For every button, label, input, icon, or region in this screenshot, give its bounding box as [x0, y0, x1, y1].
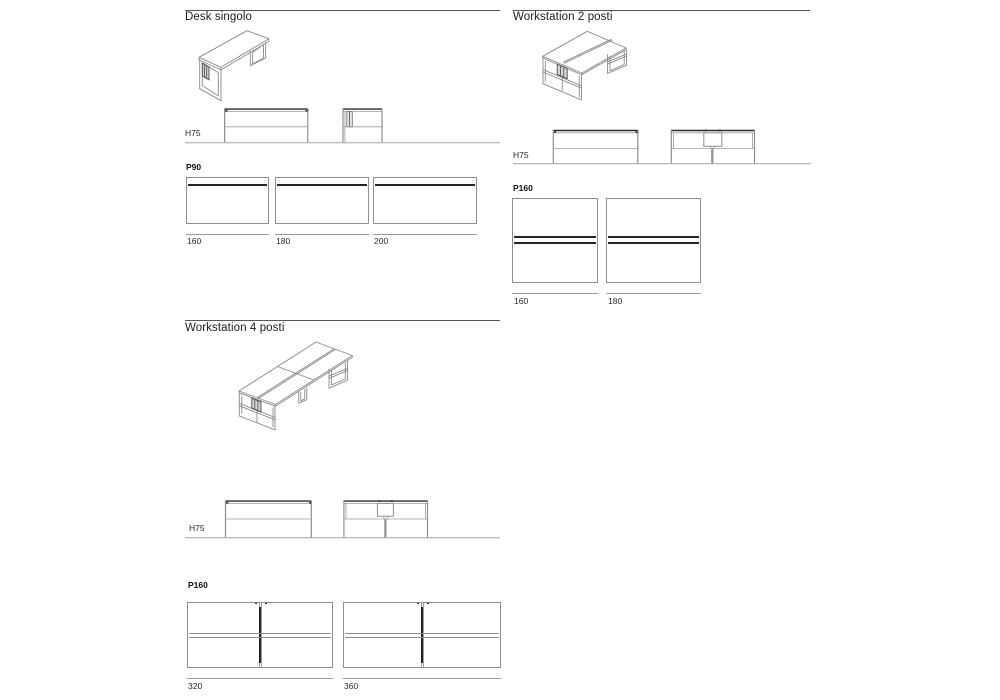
center-gap-line [345, 637, 499, 638]
tick-mark [417, 603, 419, 605]
top-view-desk-180 [275, 177, 369, 224]
top-view-desk-160 [186, 177, 269, 224]
workstation-2-posti-elevations [513, 127, 811, 167]
tick-mark [427, 603, 429, 605]
top-view-bench-360 [343, 602, 501, 668]
dimension-line [512, 293, 598, 294]
desk-junction-line [261, 603, 262, 667]
desk-edge-line [188, 184, 267, 186]
dimension-line [373, 234, 477, 235]
workstation-2-posti-perspective-drawing [530, 28, 640, 104]
dimension-line [186, 234, 269, 235]
center-gap-line [345, 633, 499, 634]
section-rule [185, 320, 500, 321]
dimension-line [343, 678, 501, 679]
workstation-4-posti-elevations [185, 497, 500, 541]
desk-edge-line [277, 184, 367, 186]
tick-mark [255, 603, 257, 605]
desk-edge-line [514, 242, 596, 244]
center-beam-line [259, 607, 261, 663]
top-view-bench-320 [187, 602, 333, 668]
dimension-label: 160 [514, 295, 529, 306]
section-title-desk-singolo: Desk singolo [185, 11, 253, 23]
dimension-label: 360 [344, 680, 359, 691]
dimension-line [275, 234, 369, 235]
top-view-workstation-180 [606, 198, 701, 283]
dimension-label: 180 [608, 295, 623, 306]
dimension-label: 200 [374, 236, 389, 247]
desk-edge-line [514, 236, 596, 238]
center-gap-line [189, 637, 331, 638]
desk-edge-line [375, 184, 475, 186]
depth-label-p160: P160 [188, 580, 208, 590]
center-gap-line [189, 633, 331, 634]
dimension-label: 160 [187, 236, 202, 247]
tick-mark [265, 603, 267, 605]
desk-junction-line [423, 603, 424, 667]
height-label: H75 [185, 128, 201, 138]
height-label: H75 [513, 149, 529, 160]
dimension-line [187, 678, 333, 679]
height-label: H75 [189, 522, 205, 533]
dimension-label: 320 [188, 680, 203, 691]
top-view-desk-200 [373, 177, 477, 224]
desk-edge-line [608, 236, 699, 238]
workstation-4-posti-perspective-drawing [225, 335, 365, 432]
section-title-workstation-4-posti: Workstation 4 posti [185, 322, 285, 334]
depth-label-p160: P160 [513, 182, 533, 193]
desk-singolo-perspective-drawing [185, 28, 285, 102]
depth-label-p90: P90 [186, 161, 202, 172]
desk-singolo-elevations [185, 105, 500, 145]
top-view-workstation-160 [512, 198, 598, 283]
dimension-line [606, 293, 701, 294]
desk-edge-line [608, 242, 699, 244]
section-title-workstation-2-posti: Workstation 2 posti [513, 11, 613, 23]
center-beam-line [421, 607, 423, 663]
dimension-label: 180 [276, 236, 291, 247]
